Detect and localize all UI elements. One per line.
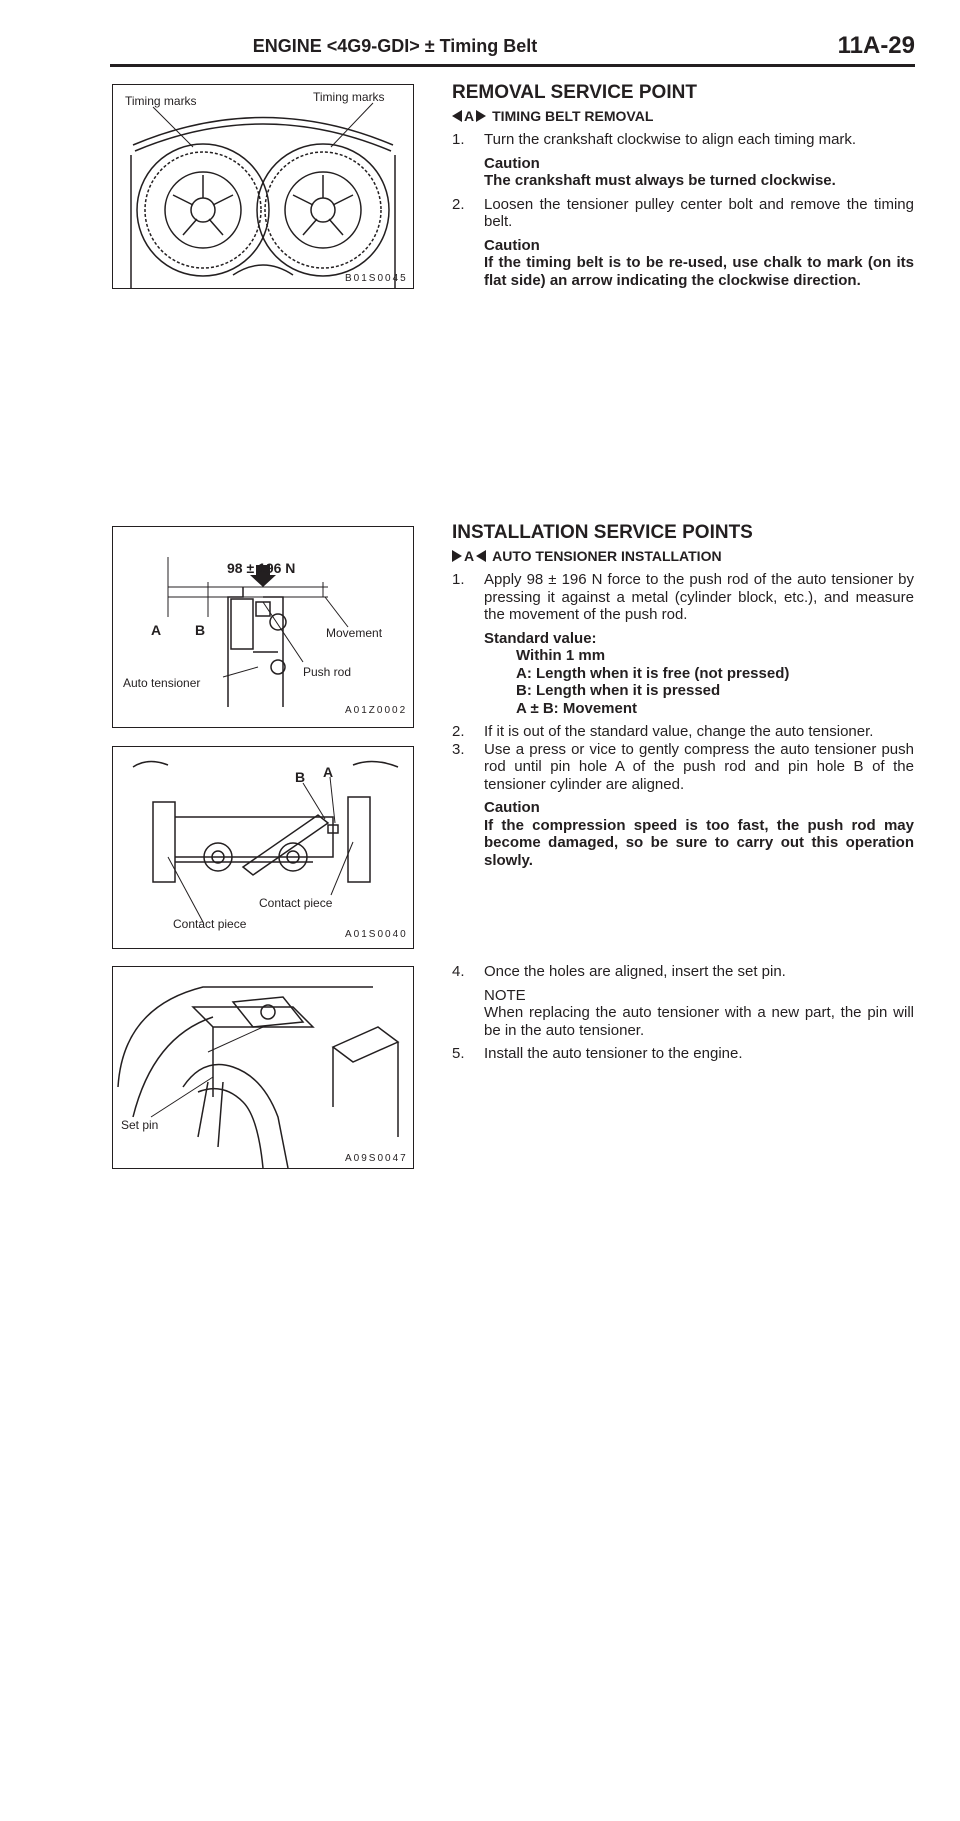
- figure-set-pin-insertion: [112, 966, 414, 1169]
- left-triangle-icon: [476, 550, 486, 562]
- step-number: 2.: [452, 195, 465, 213]
- set-pin-label: Set pin: [121, 1118, 159, 1132]
- installation-subtitle: [452, 548, 914, 566]
- standard-value-line: A: Length when it is free (not pressed): [516, 664, 790, 682]
- caution-text: If the timing belt is to be re-used, use chalk to mark (on its flat side) an arrow indicating the clockwise direction.: [484, 254, 914, 289]
- label-a: A: [151, 622, 162, 638]
- removal-sub-letter: A: [464, 107, 475, 124]
- installation-section-title: INSTALLATION SERVICE POINTS: [452, 522, 753, 543]
- standard-value-line: Within 1 mm: [516, 647, 606, 664]
- step-text: Install the auto tensioner to the engine.: [484, 1045, 743, 1062]
- contact-piece-label-right: Contact piece: [259, 896, 333, 910]
- caution-text: If the compression speed is too fast, the push rod may become damaged, so be sure to carry out this operation slowly.: [484, 816, 914, 869]
- standard-value-line: B: Length when it is pressed: [516, 682, 721, 699]
- page-header-title: ENGINE <4G9-GDI> ± Timing Belt: [252, 36, 538, 56]
- installation-step-1: [452, 571, 914, 624]
- figure-press-compression: [112, 746, 414, 949]
- removal-step-1: [452, 131, 914, 149]
- installation-sub-letter: A: [464, 547, 475, 564]
- step-number: 1.: [452, 571, 465, 588]
- figure-code: A01S0040: [345, 929, 408, 940]
- step-text: Use a press or vice to gently compress the auto tensioner push rod until pin hole A of the push rod and pin hole B of the tensioner cylinder are aligned.: [484, 740, 914, 793]
- installation-step-4: [452, 963, 914, 981]
- installation-step-2: [452, 723, 914, 741]
- removal-caution-2: [452, 237, 914, 290]
- installation-note: [452, 987, 914, 1040]
- page-number: 11A-29: [837, 32, 915, 59]
- removal-step-2: [452, 196, 914, 231]
- label-a: A: [323, 764, 334, 780]
- step-number: 2.: [452, 723, 465, 740]
- installation-caution: [452, 799, 914, 869]
- removal-sub-title: TIMING BELT REMOVAL: [492, 107, 654, 124]
- timing-marks-label-left: Timing marks: [125, 94, 197, 108]
- removal-section: [452, 84, 914, 295]
- caution-heading: Caution: [484, 154, 540, 172]
- contact-piece-label-left: Contact piece: [173, 917, 247, 931]
- figure-code: A01Z0002: [345, 705, 408, 716]
- removal-subtitle: [452, 108, 914, 126]
- auto-tensioner-label: Auto tensioner: [123, 676, 201, 690]
- label-b: B: [195, 622, 206, 638]
- right-triangle-icon: [476, 110, 486, 122]
- installation-sub-title: AUTO TENSIONER INSTALLATION: [492, 547, 722, 564]
- installation-section: [452, 524, 914, 875]
- step-number: 4.: [452, 963, 465, 980]
- step-text: Turn the crankshaft clockwise to align each timing mark.: [484, 131, 857, 148]
- removal-caution-1: [452, 155, 914, 190]
- force-label: 98 ± 196 N: [227, 560, 296, 576]
- push-rod-label: Push rod: [303, 665, 352, 679]
- left-triangle-icon: [452, 110, 462, 122]
- step-number: 1.: [452, 131, 465, 148]
- header-rule: [110, 64, 915, 67]
- figure-push-rod-measurement: [112, 526, 414, 728]
- note-text: When replacing the auto tensioner with a new part, the pin will be in the auto tensioner.: [484, 1004, 914, 1039]
- timing-marks-label-right: Timing marks: [313, 90, 385, 104]
- step-number: 3.: [452, 740, 465, 758]
- standard-value-block: [452, 630, 914, 718]
- note-heading: NOTE: [484, 986, 526, 1004]
- figure-timing-marks: [112, 84, 414, 289]
- standard-value-heading: Standard value:: [484, 629, 597, 647]
- step-text: Loosen the tensioner pulley center bolt and remove the timing belt.: [484, 195, 914, 230]
- installation-section-continued: [452, 963, 914, 1069]
- step-text: If it is out of the standard value, change the auto tensioner.: [484, 723, 874, 740]
- right-triangle-icon: [452, 550, 462, 562]
- removal-section-title: REMOVAL SERVICE POINT: [452, 82, 697, 103]
- figure-code: A09S0047: [345, 1153, 408, 1164]
- caution-heading: Caution: [484, 236, 540, 254]
- standard-value-line: A ± B: Movement: [516, 699, 638, 717]
- label-b: B: [295, 769, 306, 785]
- step-number: 5.: [452, 1045, 465, 1062]
- movement-label: Movement: [326, 626, 383, 640]
- step-text: Once the holes are aligned, insert the set pin.: [484, 963, 786, 980]
- installation-step-5: [452, 1045, 914, 1063]
- figure-code: B01S0045: [345, 273, 408, 284]
- caution-heading: Caution: [484, 799, 540, 816]
- installation-step-3: [452, 741, 914, 794]
- caution-text: The crankshaft must always be turned clockwise.: [484, 172, 836, 189]
- step-text: Apply 98 ± 196 N force to the push rod of the auto tensioner by pressing it against a metal (cylinder block, etc.), and measure the movement of the push rod.: [484, 571, 914, 623]
